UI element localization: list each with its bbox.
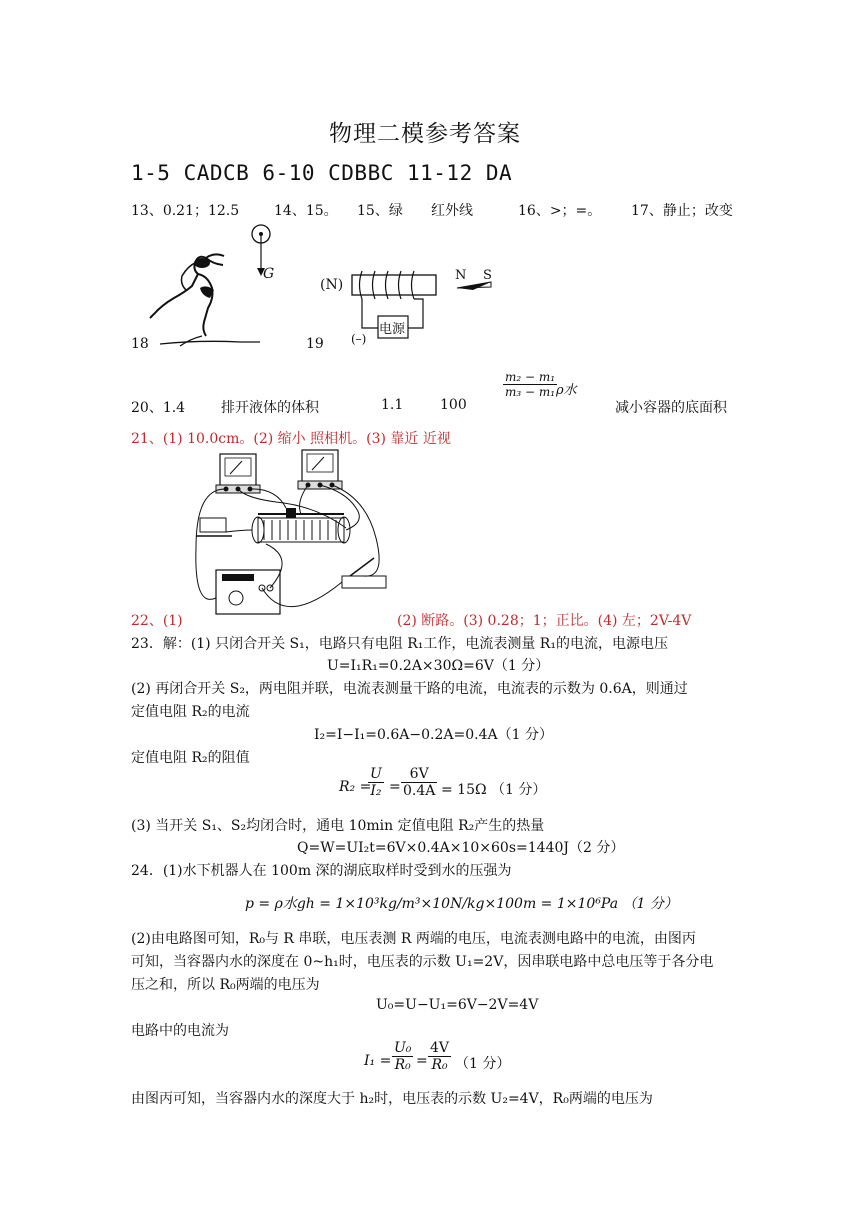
answer-15a: 15、绿 [357, 203, 403, 219]
answer-15b: 红外线 [431, 203, 473, 219]
q23-r2-lhs: R₂ = [339, 779, 372, 795]
q23-line-6: 定值电阻 R₂的阻值 [131, 750, 250, 766]
answer-22b: (2) 断路。(3) 0.28；1；正比。(4) 左；2V-4V [397, 613, 692, 629]
equals-sign: = [416, 1053, 428, 1069]
q24-line-5: 压之和，所以 R₀两端的电压为 [131, 977, 320, 993]
q24-fraction-1 [392, 1040, 413, 1073]
equals-sign: = [389, 779, 401, 795]
q23-fraction-1-den: I₂ [370, 783, 382, 799]
q24-fraction-2 [428, 1040, 451, 1073]
q23-line-5: I₂=I−I₁=0.6A−0.2A=0.4A（1 分） [314, 727, 553, 743]
q24-line-4: 可知，当容器内水的深度在 0~h₁时，电压表的示数 U₁=2V，因串联电路中总电压等于各分电 [131, 954, 714, 970]
q24-line-7: 电路中的电流为 [131, 1023, 229, 1039]
page-title: 物理二模参考答案 [329, 121, 521, 147]
q23-line-1: 23．解：(1) 只闭合开关 S₁，电路只有电阻 R₁工作，电流表测量 R₁的电流，电源电压 [131, 636, 668, 652]
answer-20a: 20、1.4 [131, 400, 186, 416]
q24-i1-lhs: I₁ = [364, 1053, 392, 1069]
answer-16: 16、>；=。 [518, 203, 602, 219]
q24-fraction-2-num: 4V [430, 1040, 450, 1056]
q24-i1-rhs: （1 分） [455, 1056, 511, 1072]
answer-17: 17、静止；改变 [631, 203, 733, 219]
density-rho: ρ水 [556, 383, 577, 398]
q23-fraction-1 [368, 766, 384, 799]
q23-r2-rhs: = 15Ω （1 分） [441, 782, 547, 798]
q23-fraction-2 [401, 766, 437, 799]
solenoid-n-label: (N) [320, 277, 344, 293]
q24-line-8: 由图丙可知，当容器内水的深度大于 h₂时，电压表的示数 U₂=4V，R₀两端的电压为 [131, 1091, 653, 1107]
power-supply-label: 电源 [379, 322, 406, 337]
gravity-label: G [263, 266, 275, 282]
figure-19-solenoid [345, 268, 495, 348]
q23-line-7: (3) 当开关 S₁、S₂均闭合时，通电 10min 定值电阻 R₂产生的热量 [131, 818, 545, 834]
answer-20b: 排开液体的体积 [221, 400, 319, 416]
q23-fraction-1-num: U [370, 766, 382, 782]
q24-fraction-1-den: R₀ [394, 1057, 411, 1073]
compass-n-label: N [455, 268, 467, 283]
q23-fraction-2-den: 0.4A [403, 783, 436, 799]
answer-20c: 1.1 [381, 397, 404, 413]
q23-fraction-2-num: 6V [401, 766, 437, 783]
answer-13: 13、0.21；12.5 [131, 203, 240, 219]
density-fraction-numerator: m₂ − m₁ [505, 370, 556, 384]
answer-22a: 22、(1) [131, 613, 183, 629]
q24-fraction-2-den: R₀ [431, 1057, 448, 1073]
figure-18-label: 18 [131, 336, 149, 352]
q23-line-3: (2) 再闭合开关 S₂，两电阻并联，电流表测量干路的电流，电流表的示数为 0.6A，则通过 [131, 681, 688, 697]
q24-pressure-formula: p = ρ水gh = 1×10³kg/m³×10N/kg×100m = 1×10⁶Pa （1 分） [245, 896, 678, 912]
q24-line-3: (2)由电路图可知，R₀与 R 串联，电压表测 R 两端的电压，电流表测电路中的电流，由图丙 [131, 931, 696, 947]
q23-line-8: Q=W=UI₂t=6V×0.4A×10×60s=1440J（2 分） [297, 840, 625, 856]
figure-18-shot-putter [140, 218, 280, 353]
q23-line-2: U=I₁R₁=0.2A×30Ω=6V（1 分） [327, 658, 550, 674]
answer-20d: 100 [440, 397, 467, 413]
density-fraction-denominator: m₃ − m₁ [505, 385, 556, 399]
q24-line-6: U₀=U−U₁=6V−2V=4V [376, 997, 539, 1013]
density-fraction [503, 370, 557, 399]
answer-20e: 减小容器的底面积 [615, 400, 727, 416]
figure-19-label: 19 [306, 336, 324, 352]
figure-22-circuit [186, 448, 396, 623]
q23-line-4: 定值电阻 R₂的电流 [131, 704, 250, 720]
negative-terminal-label: (–) [351, 332, 367, 346]
answer-21: 21、(1) 10.0cm。(2) 缩小 照相机。(3) 靠近 近视 [131, 431, 451, 447]
multiple-choice-answers: 1-5 CADCB 6-10 CDBBC 11-12 DA [131, 161, 513, 185]
compass-s-label: S [483, 268, 492, 283]
q24-fraction-1-num: U₀ [394, 1040, 412, 1056]
answer-14: 14、15。 [274, 203, 338, 219]
q24-line-1: 24．(1)水下机器人在 100m 深的湖底取样时受到水的压强为 [131, 863, 512, 879]
